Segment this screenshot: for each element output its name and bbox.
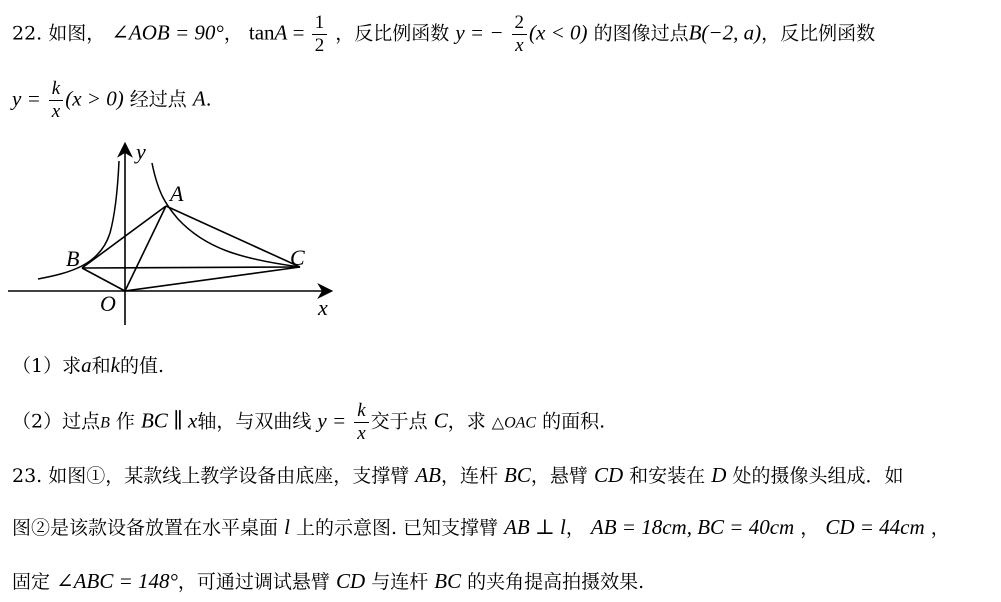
q22-text-fanbi2: ，反比例函数 [761, 22, 876, 45]
q22-angle: ∠AOB = 90° [111, 20, 224, 45]
label-a: A [170, 181, 184, 206]
part2-func-fraction [354, 400, 368, 445]
part1-var-k: k [110, 353, 120, 377]
segment-oc [125, 267, 300, 291]
q22-period: . [205, 88, 212, 111]
q23-text2c: ， [565, 517, 585, 539]
q22-point-a: A [192, 86, 206, 111]
q23-text3b: ，可通过调试悬臂 [177, 571, 330, 593]
part2-func-lhs: y = [317, 408, 347, 433]
label-y: y [136, 139, 146, 164]
part2-text4: 的面积. [542, 410, 606, 433]
q22-func1-fraction [512, 12, 528, 57]
q23-text1e: 处的摄像头组成．如 [732, 465, 904, 487]
part1-prefix: （1）求 [12, 355, 82, 377]
part1-and: 和 [91, 355, 111, 377]
q23-perp: AB ⊥ l [504, 515, 566, 539]
label-x: x [318, 295, 328, 320]
q22-func2-num: k [49, 78, 63, 101]
q22-func2-domain: (x > 0) [65, 86, 124, 111]
part2-make: 作 [115, 410, 135, 433]
part2-text3: ，求 [447, 410, 486, 433]
q22-point-b: B(−2, a) [688, 20, 762, 45]
q23-text2b: 上的示意图. 已知支撑臂 [295, 517, 499, 539]
q23-text3d: 的夹角提高拍摄效果. [467, 571, 645, 593]
q22-intro: 如图， [48, 22, 106, 45]
q22-tan-var: A [274, 20, 288, 45]
label-o: O [100, 291, 116, 316]
segment-oa [125, 206, 166, 291]
q23-l: l [284, 515, 290, 539]
q22-tan: tan [248, 20, 275, 45]
segment-bo [82, 268, 125, 291]
q23-text1b: ，连杆 [440, 465, 498, 487]
q22-func1-domain: (x < 0) [529, 20, 588, 45]
q22-line1 [12, 12, 993, 57]
q23-text1: 23. 如图①，某款线上教学设备由底座，支撑臂 [12, 465, 410, 487]
q22-func1-lhs: y = − [455, 20, 504, 45]
part2-axis-x: x [188, 408, 198, 433]
q22-text-guo: 的图像过点 [593, 22, 689, 45]
q23-bc: BC [504, 463, 531, 487]
segment-bc [82, 267, 300, 268]
q22-tan-fraction [312, 12, 328, 57]
q23-cd2: CD [335, 569, 366, 593]
q22-number: 22. [12, 22, 43, 45]
q22-frac-den: 2 [314, 35, 325, 56]
q22-figure [0, 133, 345, 333]
q23-d: D [711, 463, 727, 487]
q23-line1 [12, 460, 993, 491]
q23-len-ab-bc: AB = 18cm, BC = 40cm [590, 515, 795, 539]
q23-len-cd: CD = 44cm [825, 515, 925, 539]
q23-text1c: ，悬臂 [530, 465, 588, 487]
segment-ba [82, 206, 166, 268]
q23-ab: AB [415, 463, 441, 487]
part2-parallel: ∥ [167, 408, 189, 433]
q22-line2 [12, 78, 993, 123]
q23-text2d: ， [800, 517, 820, 539]
q23-cd: CD [593, 463, 624, 487]
q22-func2-fraction [49, 78, 63, 123]
part1-suffix: 的值. [119, 355, 164, 377]
q22-comma: ， [223, 22, 243, 45]
q22-func1-num: 2 [512, 12, 528, 35]
q22-eq: = [287, 20, 310, 45]
q23-text2: 图②是该款设备放置在水平桌面 [12, 517, 279, 539]
q22-part2 [12, 400, 993, 445]
q22-text-fanbi: ，反比例函数 [335, 22, 450, 45]
part2-text2: 交于点 [370, 410, 428, 433]
q22-func1-den: x [515, 35, 524, 56]
label-c: C [290, 245, 305, 270]
part2-func-num: k [354, 400, 368, 423]
q22-frac-num: 1 [312, 12, 328, 35]
q22-part1 [12, 350, 993, 381]
part2-pt-c: C [433, 408, 448, 433]
part2-seg-bc: BC [140, 408, 168, 433]
q23-text1d: 和安装在 [629, 465, 706, 487]
q23-bc2: BC [434, 569, 462, 593]
part2-text1: 轴，与双曲线 [197, 410, 312, 433]
part2-pt-b: B [100, 414, 110, 432]
q22-func2-lhs: y = [12, 86, 41, 111]
q23-text3c: 与连杆 [371, 571, 429, 593]
segment-ac [166, 206, 300, 267]
part2-prefix: （2）过点 [12, 410, 101, 433]
q23-text2e: ， [930, 517, 950, 539]
q22-text-jingguo: 经过点 [129, 88, 187, 111]
part2-triangle: △OAC [491, 414, 537, 432]
q23-angle-abc: ∠ABC = 148° [56, 569, 178, 593]
part1-var-a: a [81, 353, 92, 377]
q23-line2 [12, 512, 993, 543]
q23-line3 [12, 566, 993, 597]
hyperbola-right-branch [152, 163, 300, 267]
q23-text3: 固定 [12, 571, 51, 593]
label-b: B [66, 246, 80, 271]
part2-func-den: x [357, 423, 366, 444]
q22-func2-den: x [51, 101, 61, 122]
